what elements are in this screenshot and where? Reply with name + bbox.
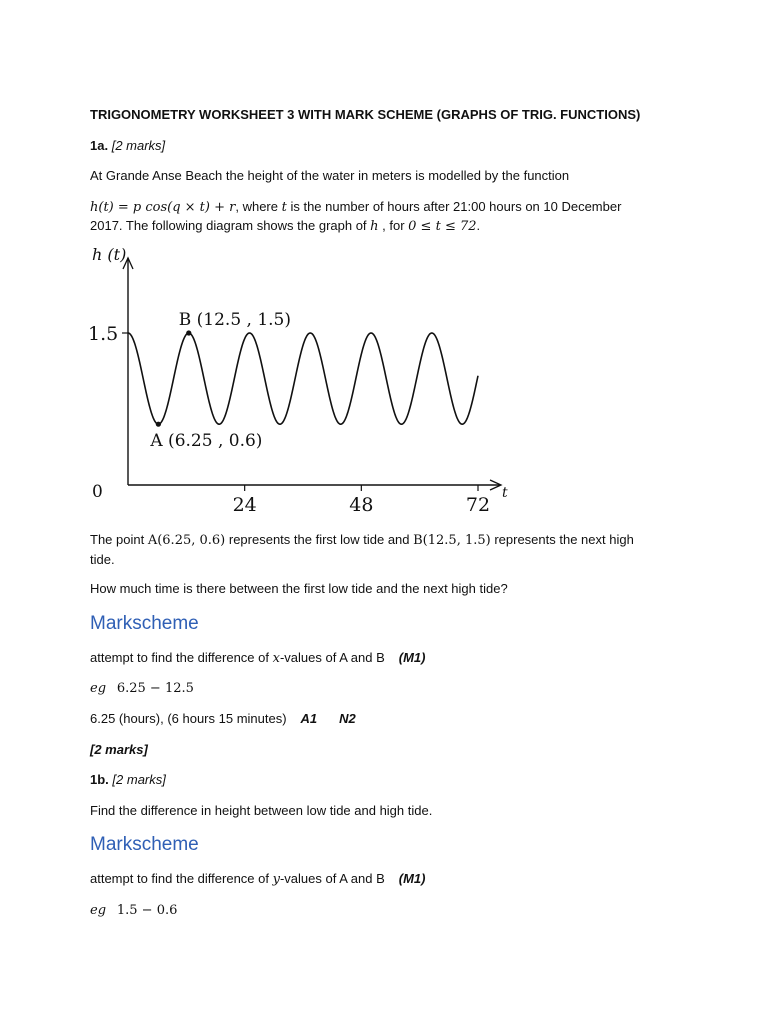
origin-label: 0 [92,482,103,502]
graph-line-range: 0 ≤ t ≤ 72 [408,219,477,234]
q1b-marks: [2 marks] [112,772,166,787]
function-text-1: , where [235,199,282,214]
q1b-label: 1b. [90,772,109,787]
points-text-1: The point [90,532,148,547]
q1a-ms-answer [90,709,356,728]
point-a-marker [156,422,161,427]
q1a-ms-example [90,678,194,698]
q1b-header [90,770,166,789]
function-text-2: is the number of hours after 21:00 hours on 10 December [286,199,622,214]
q1a-markscheme-heading: Markscheme [90,613,199,634]
ms-step-mark: (M1) [398,871,426,886]
points-text-3: represents the next high [490,532,634,547]
x-tick-label-24: 24 [232,494,257,516]
q1b-ms-example [90,900,177,920]
x-axis-label: t [502,485,508,501]
worksheet-title: TRIGONOMETRY WORKSHEET 3 WITH MARK SCHEME (GRAPHS OF TRIG. FUNCTIONS) [90,107,641,122]
q1a-label: 1a. [90,138,109,153]
chart-layer [88,245,508,516]
ms-answer-mark-n2: N2 [339,711,356,726]
q1b-ms-step [90,869,425,889]
q1a-question: How much time is there between the first low tide and the next high tide? [90,581,508,596]
q1a-function-line [90,197,621,217]
point-b-ref: B(12.5, 1.5) [413,533,491,548]
point-b-marker [186,330,191,335]
q1a-graph-line [90,216,480,236]
ms-answer-text: 6.25 (hours), (6 hours 15 minutes) [90,711,287,726]
q1a-ms-total: [2 marks] [90,742,148,757]
point-a-ref: A(6.25, 0.6) [147,533,226,548]
tide-curve [128,333,478,424]
ms-step-text-a: attempt to find the difference of [90,650,273,665]
q1b-question: Find the difference in height between low tide and high tide. [90,803,433,818]
graph-line-end: . [476,218,481,233]
points-text-4: tide. [90,552,115,567]
tide-graph [80,240,510,525]
ms-eg-expression: 1.5 − 0.6 [116,903,178,918]
q1a-marks: [2 marks] [111,138,166,153]
ms-step-text-b: -values of A and B [279,871,385,886]
y-tick-label-1.5: 1.5 [88,323,119,345]
x-tick-label-72: 72 [465,494,491,516]
point-a-label: A (6.25 , 0.6) [150,431,263,452]
ms-step-y: y [272,872,280,887]
graph-line-h: h [370,219,379,234]
ms-step-mark: (M1) [398,650,426,665]
ms-eg-label: eg [90,903,107,918]
graph-line-mid: , for [378,218,409,233]
ms-eg-label: eg [90,681,107,696]
q1b-markscheme-heading: Markscheme [90,834,199,855]
ms-eg-expression: 6.25 − 12.5 [116,681,194,696]
ms-step-x: x [272,651,280,666]
ms-step-text-b: -values of A and B [279,650,385,665]
graph-line-prefix: 2017. The following diagram shows the graph of [90,218,371,233]
function-t: t [281,200,287,215]
q1a-points-text [90,530,680,569]
point-b-label: B (12.5 , 1.5) [178,310,292,330]
q1a-ms-step [90,648,425,668]
y-axis-label: h (t) [92,245,127,264]
q1a-intro: At Grande Anse Beach the height of the water in meters is modelled by the function [90,168,570,183]
x-tick-label-48: 48 [349,494,374,516]
ms-answer-mark-a1: A1 [300,711,318,726]
points-text-2: represents the first low tide and [225,532,414,547]
q1a-header [90,136,165,155]
function-expression: h(t) = p cos(q × t) + r [90,200,236,215]
ms-step-text-a: attempt to find the difference of [90,871,273,886]
